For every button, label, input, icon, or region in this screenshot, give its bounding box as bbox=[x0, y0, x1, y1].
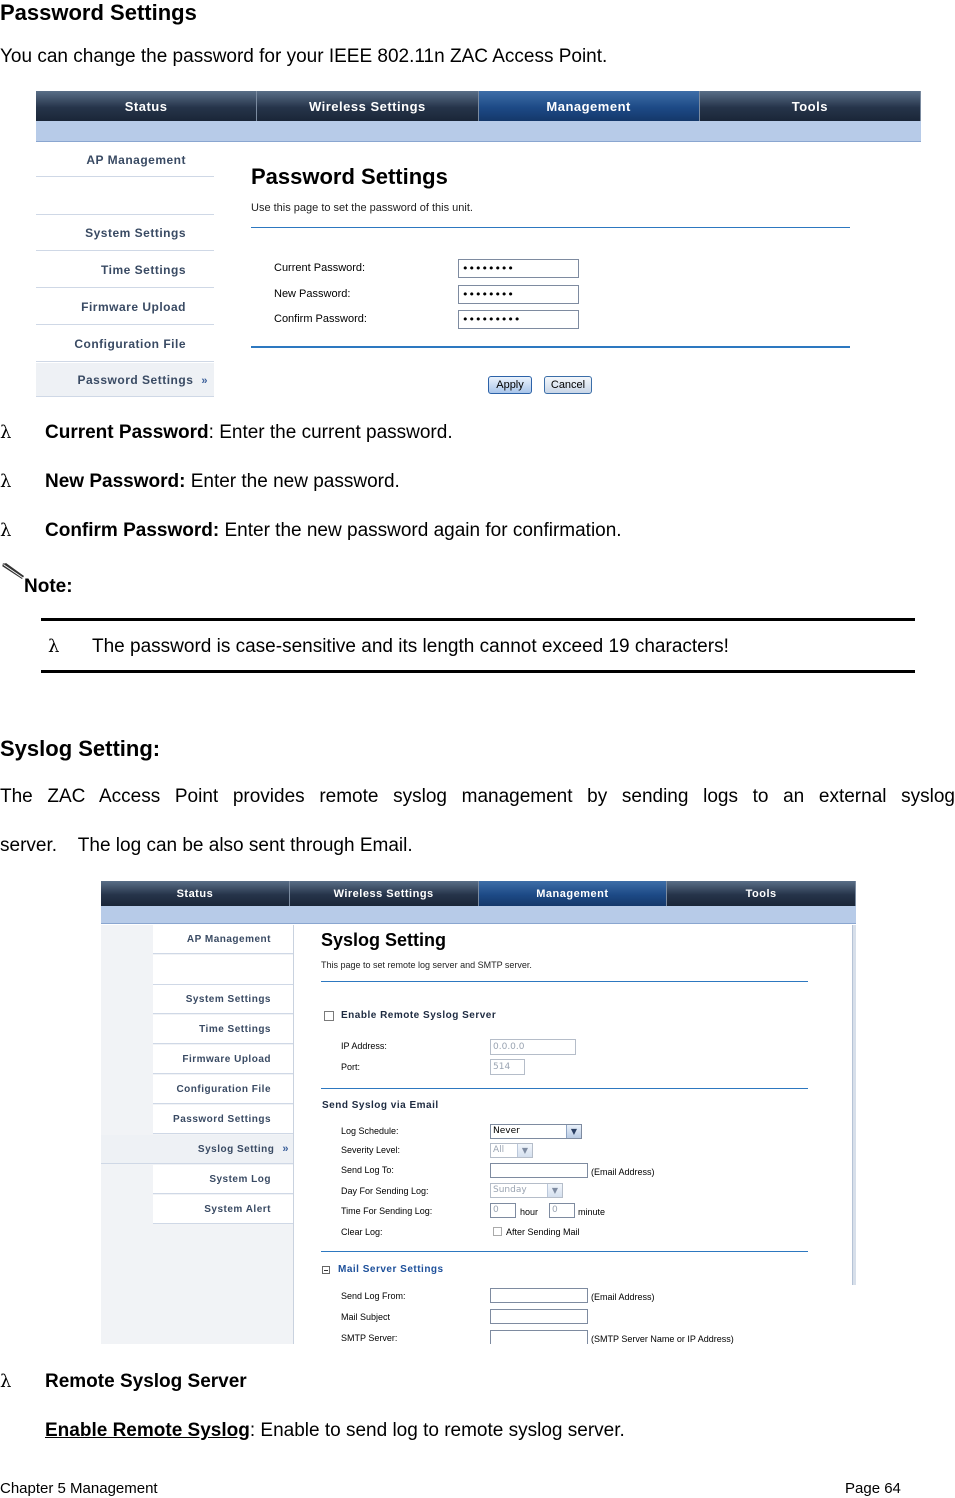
bullet-item bbox=[0, 471, 400, 493]
tab-management[interactable]: Management bbox=[479, 881, 668, 906]
sidebar-item-password-settings[interactable]: Password Settings bbox=[153, 1105, 293, 1134]
page-title: Syslog Setting bbox=[321, 930, 447, 950]
bullet-term: New Password: bbox=[45, 471, 186, 492]
divider bbox=[321, 981, 808, 982]
day-value: Sunday bbox=[493, 1185, 527, 1195]
sidebar bbox=[36, 143, 214, 398]
section-heading-syslog: Syslog Setting: bbox=[0, 736, 161, 761]
sidebar-item-syslog-setting[interactable] bbox=[101, 1135, 293, 1164]
sidebar-item-time-settings[interactable]: Time Settings bbox=[36, 252, 214, 288]
cancel-button[interactable]: Cancel bbox=[544, 376, 592, 394]
sidebar-item-firmware-upload[interactable]: Firmware Upload bbox=[153, 1045, 293, 1074]
bullet-marker: λ bbox=[0, 1371, 12, 1392]
bullet-text: Enter the new password again for confirmation. bbox=[219, 520, 622, 541]
sidebar-item-system-settings[interactable]: System Settings bbox=[153, 985, 293, 1014]
sidebar-item-label: Syslog Setting bbox=[197, 1144, 275, 1155]
after-sending-mail-checkbox[interactable] bbox=[493, 1227, 502, 1236]
smtp-server-input[interactable] bbox=[490, 1330, 588, 1344]
note-top-rule bbox=[41, 618, 915, 621]
top-nav bbox=[36, 91, 921, 121]
bullet-marker: λ bbox=[48, 636, 60, 657]
email-address-hint: (Email Address) bbox=[591, 1292, 655, 1302]
tab-wireless-settings[interactable]: Wireless Settings bbox=[257, 91, 478, 121]
send-syslog-via-email-heading: Send Syslog via Email bbox=[322, 1100, 439, 1111]
enable-remote-syslog-label: Enable Remote Syslog Server bbox=[341, 1010, 497, 1021]
new-password-input[interactable]: •••••••• bbox=[458, 285, 579, 304]
send-log-to-input[interactable] bbox=[490, 1163, 588, 1178]
enable-remote-syslog-checkbox[interactable] bbox=[324, 1011, 334, 1021]
bullet-item bbox=[0, 520, 622, 542]
collapse-icon[interactable] bbox=[322, 1266, 330, 1274]
syslog-paragraph-line: The ZAC Access Point provides remote syslog management by sending logs to an external syslog bbox=[0, 786, 955, 807]
chevron-down-icon: ▼ bbox=[547, 1184, 562, 1197]
sidebar-border bbox=[293, 925, 294, 1344]
confirm-password-label: Confirm Password: bbox=[274, 313, 367, 325]
sidebar-item-password-settings[interactable] bbox=[36, 363, 214, 397]
description-text: : Enable to send log to remote syslog server. bbox=[249, 1420, 625, 1441]
day-for-sending-log-select[interactable] bbox=[490, 1183, 563, 1198]
note-item bbox=[48, 636, 729, 658]
note-text: The password is case-sensitive and its length cannot exceed 19 characters! bbox=[92, 636, 729, 657]
syslog-setting-screenshot bbox=[101, 881, 856, 1344]
sidebar-item-system-alert[interactable]: System Alert bbox=[153, 1195, 293, 1224]
footer-chapter: Chapter 5 Management bbox=[0, 1480, 158, 1497]
tab-tools[interactable]: Tools bbox=[700, 91, 921, 121]
ip-address-label: IP Address: bbox=[341, 1041, 387, 1051]
tab-tools[interactable]: Tools bbox=[667, 881, 856, 906]
email-address-hint: (Email Address) bbox=[591, 1167, 655, 1177]
footer-page-number: Page 64 bbox=[845, 1480, 901, 1497]
port-label: Port: bbox=[341, 1062, 361, 1072]
tab-management[interactable]: Management bbox=[479, 91, 700, 121]
bullet-item bbox=[0, 422, 453, 444]
day-for-sending-log-label: Day For Sending Log: bbox=[341, 1186, 429, 1196]
tab-status[interactable]: Status bbox=[101, 881, 290, 906]
sidebar-spacer bbox=[153, 955, 293, 985]
bullet-marker: λ bbox=[0, 422, 12, 443]
sidebar bbox=[101, 925, 293, 1344]
sidebar-item-configuration-file[interactable]: Configuration File bbox=[153, 1075, 293, 1104]
intro-paragraph: You can change the password for your IEEE 802.11n ZAC Access Point. bbox=[0, 46, 608, 67]
new-password-label: New Password: bbox=[274, 288, 351, 300]
note-bottom-rule bbox=[41, 670, 915, 673]
sidebar-item-system-log[interactable]: System Log bbox=[153, 1165, 293, 1194]
page-description: This page to set remote log server and SMTP server. bbox=[321, 960, 532, 970]
smtp-server-label: SMTP Server: bbox=[341, 1333, 398, 1343]
current-password-input[interactable]: •••••••• bbox=[458, 259, 579, 278]
mail-subject-input[interactable] bbox=[490, 1309, 588, 1324]
severity-level-value: All bbox=[493, 1145, 505, 1155]
hour-input[interactable]: 0 bbox=[490, 1203, 516, 1218]
divider bbox=[321, 1088, 808, 1089]
sub-header-bar bbox=[36, 121, 921, 142]
minute-unit: minute bbox=[578, 1207, 606, 1217]
after-sending-mail-label: After Sending Mail bbox=[506, 1227, 580, 1237]
smtp-server-hint: (SMTP Server Name or IP Address) bbox=[591, 1334, 734, 1344]
bullet-term: Confirm Password: bbox=[45, 520, 220, 541]
chevron-down-icon: ▼ bbox=[566, 1125, 581, 1138]
bullet-marker: λ bbox=[0, 471, 12, 492]
divider bbox=[251, 227, 850, 228]
minute-input[interactable]: 0 bbox=[549, 1203, 575, 1218]
section-heading-password: Password Settings bbox=[0, 0, 197, 25]
hour-unit: hour bbox=[520, 1207, 539, 1217]
scrollbar[interactable] bbox=[852, 925, 856, 1285]
chevron-down-icon: ▼ bbox=[517, 1144, 532, 1157]
mail-subject-label: Mail Subject bbox=[341, 1312, 391, 1322]
bullet-item bbox=[0, 1371, 247, 1393]
bullet-text: Enter the new password. bbox=[185, 471, 400, 492]
sidebar-item-label: Password Settings bbox=[77, 373, 194, 387]
syslog-paragraph-line: server. The log can be also sent through Email. bbox=[0, 835, 413, 856]
tab-wireless-settings[interactable]: Wireless Settings bbox=[290, 881, 479, 906]
page-title: Password Settings bbox=[251, 164, 448, 189]
send-log-from-label: Send Log From: bbox=[341, 1291, 406, 1301]
send-log-to-label: Send Log To: bbox=[341, 1165, 394, 1175]
sub-header-bar bbox=[101, 906, 856, 924]
bullet-text: : Enter the current password. bbox=[208, 422, 453, 443]
severity-level-label: Severity Level: bbox=[341, 1145, 401, 1155]
confirm-password-input[interactable]: ••••••••• bbox=[458, 310, 579, 329]
bullet-marker: λ bbox=[0, 520, 12, 541]
time-for-sending-log-label: Time For Sending Log: bbox=[341, 1206, 433, 1216]
tab-status[interactable]: Status bbox=[36, 91, 257, 121]
divider bbox=[321, 1251, 808, 1252]
current-password-label: Current Password: bbox=[274, 262, 366, 274]
bullet-term: Current Password bbox=[45, 422, 209, 443]
pencil-icon bbox=[0, 562, 26, 580]
port-input[interactable]: 514 bbox=[490, 1059, 525, 1075]
top-nav bbox=[101, 881, 856, 906]
log-schedule-label: Log Schedule: bbox=[341, 1126, 399, 1136]
page-description: Use this page to set the password of this unit. bbox=[251, 202, 473, 214]
log-schedule-value: Never bbox=[493, 1126, 520, 1136]
double-chevron-right-icon: » bbox=[282, 1143, 289, 1155]
sidebar-item-ap-management[interactable]: AP Management bbox=[36, 143, 214, 177]
severity-level-select[interactable] bbox=[490, 1143, 533, 1158]
sidebar-item-configuration-file[interactable]: Configuration File bbox=[36, 326, 214, 362]
term: Enable Remote Syslog bbox=[45, 1420, 250, 1441]
sidebar-item-system-settings[interactable]: System Settings bbox=[36, 215, 214, 251]
note-label: Note: bbox=[24, 576, 73, 597]
bullet-term: Remote Syslog Server bbox=[45, 1371, 247, 1392]
apply-button[interactable]: Apply bbox=[488, 376, 532, 394]
log-schedule-select[interactable] bbox=[490, 1124, 582, 1139]
sidebar-item-firmware-upload[interactable]: Firmware Upload bbox=[36, 289, 214, 325]
send-log-from-input[interactable] bbox=[490, 1288, 588, 1303]
mail-server-settings-heading: Mail Server Settings bbox=[338, 1264, 444, 1275]
double-chevron-right-icon: » bbox=[201, 375, 208, 387]
sidebar-item-time-settings[interactable]: Time Settings bbox=[153, 1015, 293, 1044]
clear-log-label: Clear Log: bbox=[341, 1227, 383, 1237]
enable-remote-syslog-description bbox=[45, 1420, 625, 1442]
ip-address-input[interactable]: 0.0.0.0 bbox=[490, 1039, 576, 1055]
divider bbox=[251, 346, 850, 348]
sidebar-spacer bbox=[36, 178, 214, 215]
password-settings-screenshot bbox=[36, 91, 921, 398]
sidebar-item-ap-management[interactable]: AP Management bbox=[153, 925, 293, 954]
